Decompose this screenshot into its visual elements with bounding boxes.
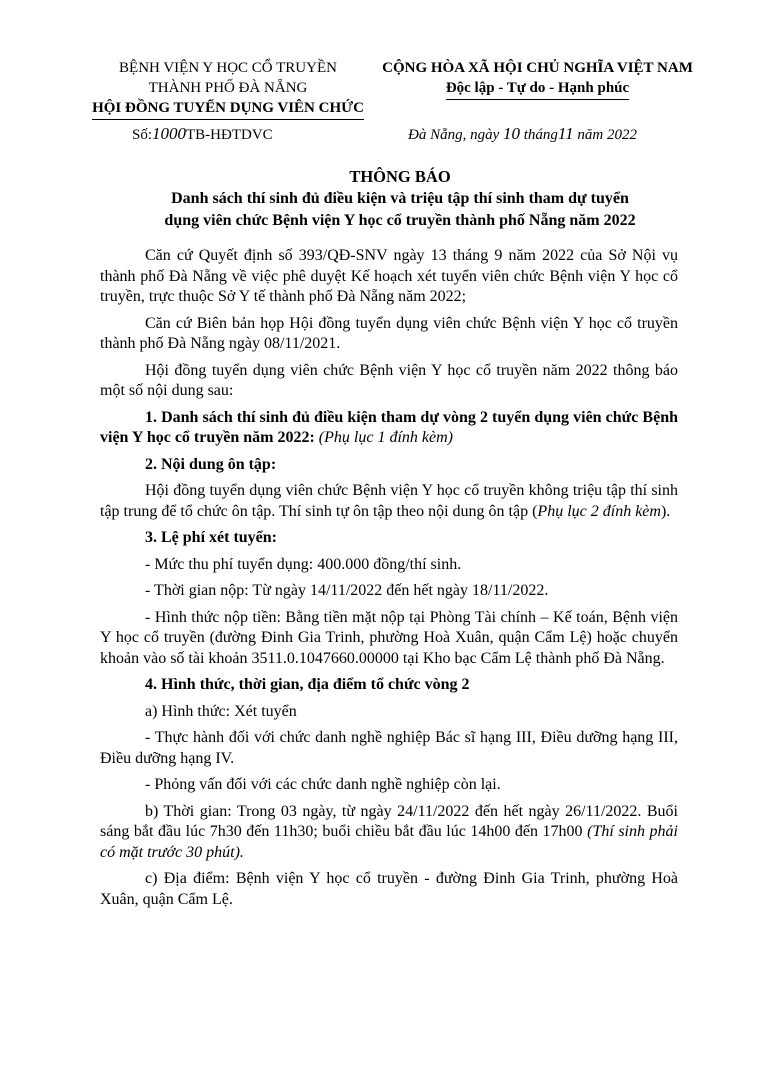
national-header [370, 58, 705, 100]
appendix-1-ref: (Phụ lục 1 đính kèm) [318, 429, 453, 446]
title-subtitle-1: Danh sách thí sinh đủ điều kiện và triệu tập thí sinh tham dự tuyển [171, 190, 629, 207]
intro-paragraph: Hội đồng tuyển dụng viên chức Bệnh viện Y học cổ truyền năm 2022 thông báo một số nội dung sau: [100, 361, 678, 399]
section-2-heading: 2. Nội dung ôn tập: [145, 455, 277, 473]
round-2-location: c) Địa điểm: Bệnh viện Y học cổ truyền - đường Đinh Gia Trinh, phường Hoà Xuân, quận Cẩm Lệ. [100, 870, 678, 908]
agency-line-3: HỘI ĐỒNG TUYỂN DỤNG VIÊN CHỨC [92, 98, 364, 120]
round-2-interview: - Phỏng vấn đối với các chức danh nghề nghiệp còn lại. [145, 776, 501, 793]
title-heading: THÔNG BÁO [349, 167, 451, 186]
date-day: 10 [503, 124, 520, 143]
appendix-2-ref: Phụ lục 2 đính kèm [537, 502, 661, 520]
fee-period: - Thời gian nộp: Từ ngày 14/11/2022 đến hết ngày 18/11/2022. [145, 582, 549, 599]
round-2-time: b) Thời gian: Trong 03 ngày, từ ngày 24/11/2022 đến hết ngày 26/11/2022. Buổi sáng bắt đầu lúc 7h30 đến 11h30; buổi chiều bắt đầu lúc 14h00 đến 17h00 (Thí sinh phải có mặt trước 30 phút). [100, 802, 678, 861]
section-4-heading: 4. Hình thức, thời gian, địa điểm tổ chức vòng 2 [145, 676, 470, 693]
arrival-note: (Thí sinh phải có mặt trước 30 phút). [100, 823, 678, 861]
document-number-value: 1000 [152, 124, 187, 143]
round-2-practice: - Thực hành đối với chức danh nghề nghiệp Bác sĩ hạng III, Điều dưỡng hạng III, Điều dưỡng hạng IV. [100, 729, 678, 767]
document-date: Đà Nẵng, ngày 10 tháng11 năm 2022 [408, 124, 638, 143]
national-title: CỘNG HÒA XÃ HỘI CHỦ NGHĨA VIỆT NAM [382, 60, 693, 76]
issuing-agency-header [68, 58, 388, 143]
legal-basis-1: Căn cứ Quyết định số 393/QĐ-SNV ngày 13 tháng 9 năm 2022 của Sở Nội vụ thành phố Đà Nẵng về việc phê duyệt Kế hoạch xét tuyển viên chức Bệnh viện Y học cổ truyền, trực thuộc Sở Y tế thành phố Đà Nẵng năm 2022; [100, 247, 678, 305]
section-1: 1. Danh sách thí sinh đủ điều kiện tham dự vòng 2 tuyển dụng viên chức Bệnh viện Y học cổ truyền năm 2022: (Phụ lục 1 đính kèm) [100, 408, 678, 446]
section-2-text: Hội đồng tuyển dụng viên chức Bệnh viện Y học cổ truyền không triệu tập thí sinh tập trung để tổ chức ôn tập. Thí sinh tự ôn tập theo nội dung ôn tập (Phụ lục 2 đính kèm). [100, 482, 678, 520]
national-motto: Độc lập - Tự do - Hạnh phúc [446, 78, 629, 100]
round-2-format: a) Hình thức: Xét tuyển [145, 702, 297, 720]
document-number: Số:1000TB-HĐTDVC [132, 124, 273, 143]
document-body [100, 246, 678, 916]
document-title [100, 166, 700, 232]
fee-payment-method: - Hình thức nộp tiền: Bằng tiền mặt nộp tại Phòng Tài chính – Kế toán, Bệnh viện Y học cổ truyền (đường Đinh Gia Trinh, phường Hoà Xuân, quận Cẩm Lệ) hoặc chuyển khoản vào số tài khoản 3511.0.1047660.00000 tại Kho bạc Cẩm Lệ thành phố Đà Nẵng. [100, 608, 678, 667]
legal-basis-2: Căn cứ Biên bản họp Hội đồng tuyển dụng viên chức Bệnh viện Y học cổ truyền thành phố Đà Nẵng ngày 08/11/2021. [100, 314, 678, 352]
date-month: 11 [557, 124, 574, 143]
fee-amount: - Mức thu phí tuyển dụng: 400.000 đồng/thí sinh. [145, 555, 462, 573]
section-3-heading: 3. Lệ phí xét tuyển: [145, 529, 277, 546]
agency-line-1: BỆNH VIỆN Y HỌC CỔ TRUYỀN [119, 60, 337, 76]
title-subtitle-2: dụng viên chức Bệnh viện Y học cổ truyền thành phố Nẵng năm 2022 [164, 212, 636, 229]
agency-line-2: THÀNH PHỐ ĐÀ NẴNG [148, 80, 308, 96]
